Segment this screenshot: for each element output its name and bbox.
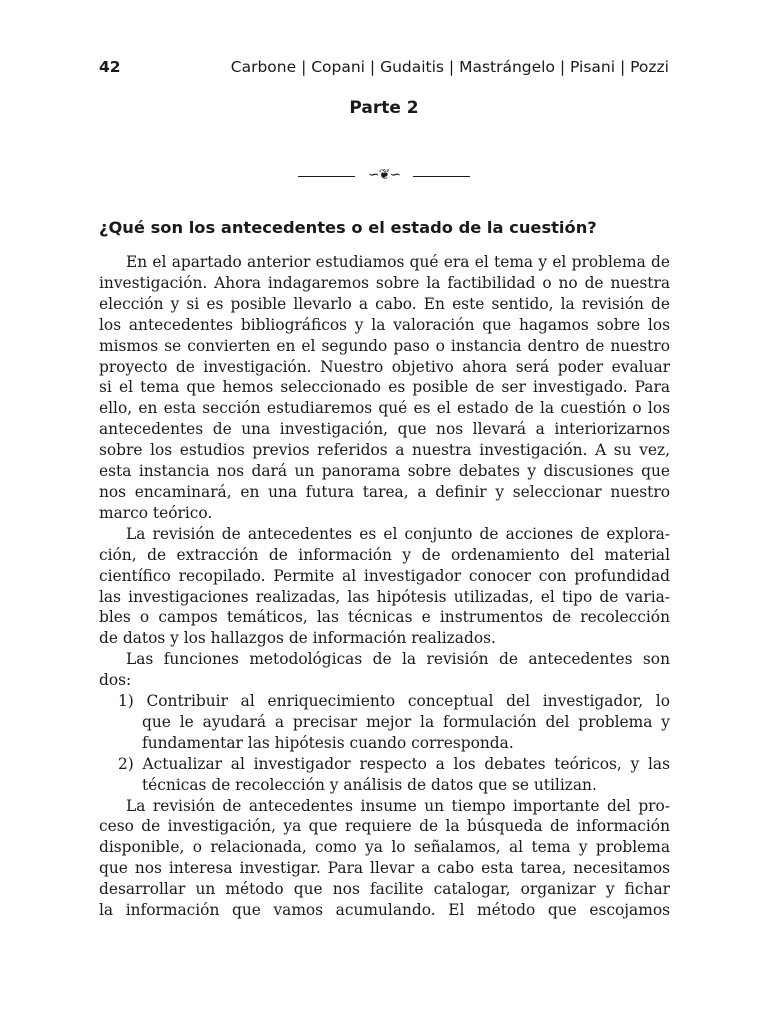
list-item-1: 1) Contribuir al enriquecimiento conceptual del investigador, lo [118, 692, 670, 711]
divider-line-left [298, 176, 355, 177]
text-line: ceso de investigación, ya que requiere de la búsqueda de información [99, 817, 670, 836]
list-item-1-continuation: fundamentar las hipótesis cuando corresponda. [142, 733, 514, 752]
list-item-2: 2) Actualizar al investigador respecto a los debates teóricos, y las [118, 754, 670, 773]
text-line: La revisión de antecedentes es el conjunto de acciones de explora- [126, 524, 670, 543]
text-line: bles o campos temáticos, las técnicas e instrumentos de recolección [99, 608, 670, 627]
body-text [99, 252, 670, 921]
text-line: que nos interesa investigar. Para llevar a cabo esta tarea, necesitamos [99, 859, 670, 878]
text-line: las investigaciones realizadas, las hipótesis utilizadas, el tipo de varia- [99, 587, 670, 606]
fleuron-icon: ∽❦∽ [367, 167, 401, 183]
text-line: investigación. Ahora indagaremos sobre la factibilidad o no de nuestra [99, 273, 670, 292]
text-line: La revisión de antecedentes insume un tiempo importante del pro- [126, 796, 670, 815]
list-item-1-continuation: que le ayudará a precisar mejor la formulación del problema y [142, 712, 670, 731]
text-line: elección y si es posible llevarlo a cabo. En este sentido, la revisión de [99, 294, 670, 313]
text-line: científico recopilado. Permite al investigador conocer con profundidad [99, 566, 670, 585]
text-line: dos: [99, 671, 132, 690]
text-line: la información que vamos acumulando. El método que escojamos [99, 901, 670, 920]
text-line: si el tema que hemos seleccionado es posible de ser investigado. Para [99, 378, 670, 397]
part-title: Parte 2 [349, 98, 419, 118]
divider-line-right [413, 176, 470, 177]
list-item-2-continuation: técnicas de recolección y análisis de datos que se utilizan. [142, 775, 597, 794]
text-line: esta instancia nos dará un panorama sobre debates y discusiones que [99, 462, 670, 481]
text-line: marco teórico. [99, 503, 213, 522]
text-line: ción, de extracción de información y de ordenamiento del material [99, 545, 670, 564]
section-heading: ¿Qué son los antecedentes o el estado de la cuestión? [99, 218, 597, 237]
text-line: los antecedentes bibliográficos y la valoración que hagamos sobre los [99, 315, 670, 334]
running-head-authors: Carbone | Copani | Gudaitis | Mastrángelo | Pisani | Pozzi [230, 58, 669, 76]
text-line: ello, en esta sección estudiaremos qué es el estado de la cuestión o los [99, 399, 670, 418]
text-line: disponible, o relacionada, como ya lo señalamos, al tema y problema [99, 838, 670, 857]
page-header [99, 58, 669, 82]
section-divider-ornament [298, 169, 470, 185]
text-line: antecedentes de una investigación, que nos llevará a interiorizarnos [99, 420, 670, 439]
text-line: de datos y los hallazgos de información realizados. [99, 629, 496, 648]
text-line: sobre los estudios previos referidos a nuestra investigación. A su vez, [99, 441, 670, 460]
text-line: desarrollar un método que nos facilite catalogar, organizar y fichar [99, 880, 670, 899]
text-line: proyecto de investigación. Nuestro objetivo ahora será poder evaluar [99, 357, 670, 376]
text-line: En el apartado anterior estudiamos qué era el tema y el problema de [126, 253, 670, 271]
text-line: Las funciones metodológicas de la revisión de antecedentes son [126, 650, 670, 669]
text-line: mismos se convierten en el segundo paso o instancia dentro de nuestro [99, 336, 670, 355]
page-number: 42 [99, 58, 121, 76]
text-line: nos encaminará, en una futura tarea, a definir y seleccionar nuestro [99, 482, 670, 501]
